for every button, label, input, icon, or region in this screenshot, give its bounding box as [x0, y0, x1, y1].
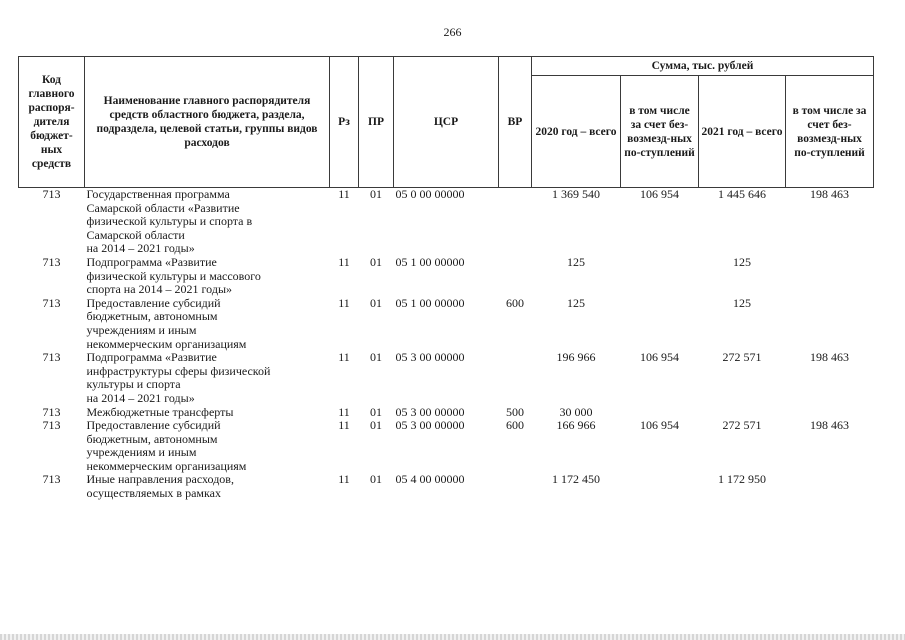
cell-name	[85, 406, 330, 420]
name-line: физической культуры и массового	[86, 268, 261, 283]
name-line: Государственная программа	[86, 187, 230, 201]
cell-2021-free	[786, 473, 874, 500]
table-row	[19, 188, 874, 256]
page-number: 266	[443, 25, 462, 39]
cell-2020-free: 106 954	[640, 418, 679, 433]
name-line: бюджетным, автономным	[86, 431, 218, 446]
cell-2021-free	[786, 406, 874, 420]
cell-csr: 05 4 00 00000	[395, 472, 465, 487]
table-row	[19, 256, 874, 297]
budget-table	[18, 56, 874, 501]
name-line: Самарской области «Развитие	[86, 200, 240, 215]
name-line: бюджетным, автономным	[86, 309, 218, 324]
header-sum-group: Сумма, тыс. рублей	[532, 57, 874, 76]
name-line: Иные направления расходов,	[86, 472, 234, 487]
cell-pr: 01	[370, 350, 382, 365]
table-row	[19, 406, 874, 420]
cell-2020-total: 125	[567, 295, 585, 310]
header-code: Код главного распоря-дителя бюджет-ных средств	[19, 57, 85, 188]
table-body	[19, 188, 874, 501]
name-line: культуры и спорта	[86, 377, 181, 392]
name-line: осуществляемых в рамках	[86, 486, 221, 501]
cell-pr: 01	[370, 187, 382, 201]
name-line: Подпрограмма «Развитие	[86, 254, 217, 269]
cell-vr: 600	[506, 295, 524, 310]
name-line: некоммерческим организациям	[86, 336, 247, 351]
cell-vr	[499, 256, 532, 297]
cell-vr: 500	[506, 404, 524, 419]
cell-rz: 11	[338, 404, 350, 419]
cell-2020-free	[621, 473, 699, 500]
cell-pr: 01	[370, 404, 382, 419]
cell-name	[85, 188, 330, 256]
cell-2021-total	[699, 406, 786, 420]
table-row	[19, 351, 874, 405]
header-name: Наименование главного распорядителя средств областного бюджета, раздела, подраздела, целевой статьи, группы видов расходов	[85, 57, 330, 188]
cell-code: 713	[42, 295, 61, 310]
cell-name	[85, 351, 330, 405]
name-line: физической культуры и спорта в	[86, 214, 253, 229]
cell-vr	[499, 188, 532, 256]
header-rz: Рз	[330, 57, 359, 188]
cell-name	[85, 256, 330, 297]
name-line: спорта на 2014 – 2021 годы»	[86, 282, 232, 297]
cell-csr: 05 3 00 00000	[395, 404, 465, 419]
cell-2021-total: 272 571	[722, 418, 762, 433]
cell-rz: 11	[338, 254, 350, 269]
name-line: на 2014 – 2021 годы»	[86, 390, 195, 405]
cell-code: 713	[42, 418, 61, 433]
name-line: некоммерческим организациям	[86, 458, 247, 473]
cell-2021-free	[786, 256, 874, 297]
cell-code: 713	[42, 404, 61, 419]
cell-vr	[499, 473, 532, 500]
table-row	[19, 297, 874, 351]
scan-bottom-edge	[0, 634, 905, 640]
name-line: Межбюджетные трансферты	[86, 404, 234, 419]
header-pr: ПР	[359, 57, 394, 188]
cell-2020-free: 106 954	[640, 350, 679, 365]
cell-2020-total: 1 172 450	[552, 472, 600, 487]
cell-rz: 11	[338, 418, 350, 433]
cell-2020-total: 196 966	[556, 350, 596, 365]
cell-2020-total: 166 966	[556, 418, 596, 433]
cell-pr: 01	[370, 295, 382, 310]
header-2020-free: в том числе за счет без-возмезд-ных по-ступлений	[621, 76, 699, 188]
cell-csr: 05 3 00 00000	[395, 418, 465, 433]
cell-pr: 01	[370, 472, 382, 487]
header-2021-total: 2021 год – всего	[699, 76, 786, 188]
cell-name	[85, 473, 330, 500]
cell-2020-free	[621, 256, 699, 297]
cell-code: 713	[42, 187, 61, 201]
header-2021-free: в том числе за счет без-возмезд-ных по-ступлений	[786, 76, 874, 188]
name-line: Самарской области	[86, 227, 185, 242]
name-line: Подпрограмма «Развитие	[86, 350, 217, 365]
cell-2021-free: 198 463	[810, 187, 849, 201]
name-line: Предоставление субсидий	[86, 295, 221, 310]
cell-name	[85, 297, 330, 351]
cell-rz: 11	[338, 187, 350, 201]
cell-2020-free	[621, 297, 699, 351]
header-vr: ВР	[499, 57, 532, 188]
cell-code: 713	[42, 472, 61, 487]
name-line: Предоставление субсидий	[86, 418, 221, 433]
cell-2021-total: 1 172 950	[718, 472, 766, 487]
cell-rz: 11	[338, 472, 350, 487]
table-row	[19, 473, 874, 500]
cell-2020-free	[621, 406, 699, 420]
cell-name	[85, 419, 330, 473]
cell-vr	[499, 351, 532, 405]
header-2020-total: 2020 год – всего	[532, 76, 621, 188]
name-line: на 2014 – 2021 годы»	[86, 241, 195, 256]
cell-pr: 01	[370, 254, 382, 269]
cell-csr: 05 0 00 00000	[395, 187, 465, 201]
table-row	[19, 419, 874, 473]
cell-2020-free: 106 954	[640, 187, 679, 201]
cell-code: 713	[42, 350, 61, 365]
cell-2021-free: 198 463	[810, 418, 849, 433]
cell-rz: 11	[338, 295, 350, 310]
cell-csr: 05 1 00 00000	[395, 254, 465, 269]
cell-2021-total: 1 445 646	[718, 187, 766, 201]
name-line: учреждениям и иным	[86, 322, 197, 337]
header-csr: ЦСР	[394, 57, 499, 188]
cell-csr: 05 1 00 00000	[395, 295, 465, 310]
cell-code: 713	[42, 254, 61, 269]
name-line: инфраструктуры сферы физической	[86, 363, 271, 378]
table-header	[19, 57, 874, 188]
cell-2020-total: 30 000	[559, 404, 593, 419]
cell-2020-total: 125	[567, 254, 585, 269]
cell-2020-total: 1 369 540	[552, 187, 600, 201]
cell-2021-free	[786, 297, 874, 351]
cell-2021-free: 198 463	[810, 350, 849, 365]
cell-pr: 01	[370, 418, 382, 433]
cell-vr: 600	[506, 418, 524, 433]
cell-rz: 11	[338, 350, 350, 365]
cell-2021-total: 125	[733, 295, 751, 310]
name-line: учреждениям и иным	[86, 445, 197, 460]
cell-2021-total: 125	[733, 254, 751, 269]
cell-csr: 05 3 00 00000	[395, 350, 465, 365]
cell-2021-total: 272 571	[722, 350, 762, 365]
